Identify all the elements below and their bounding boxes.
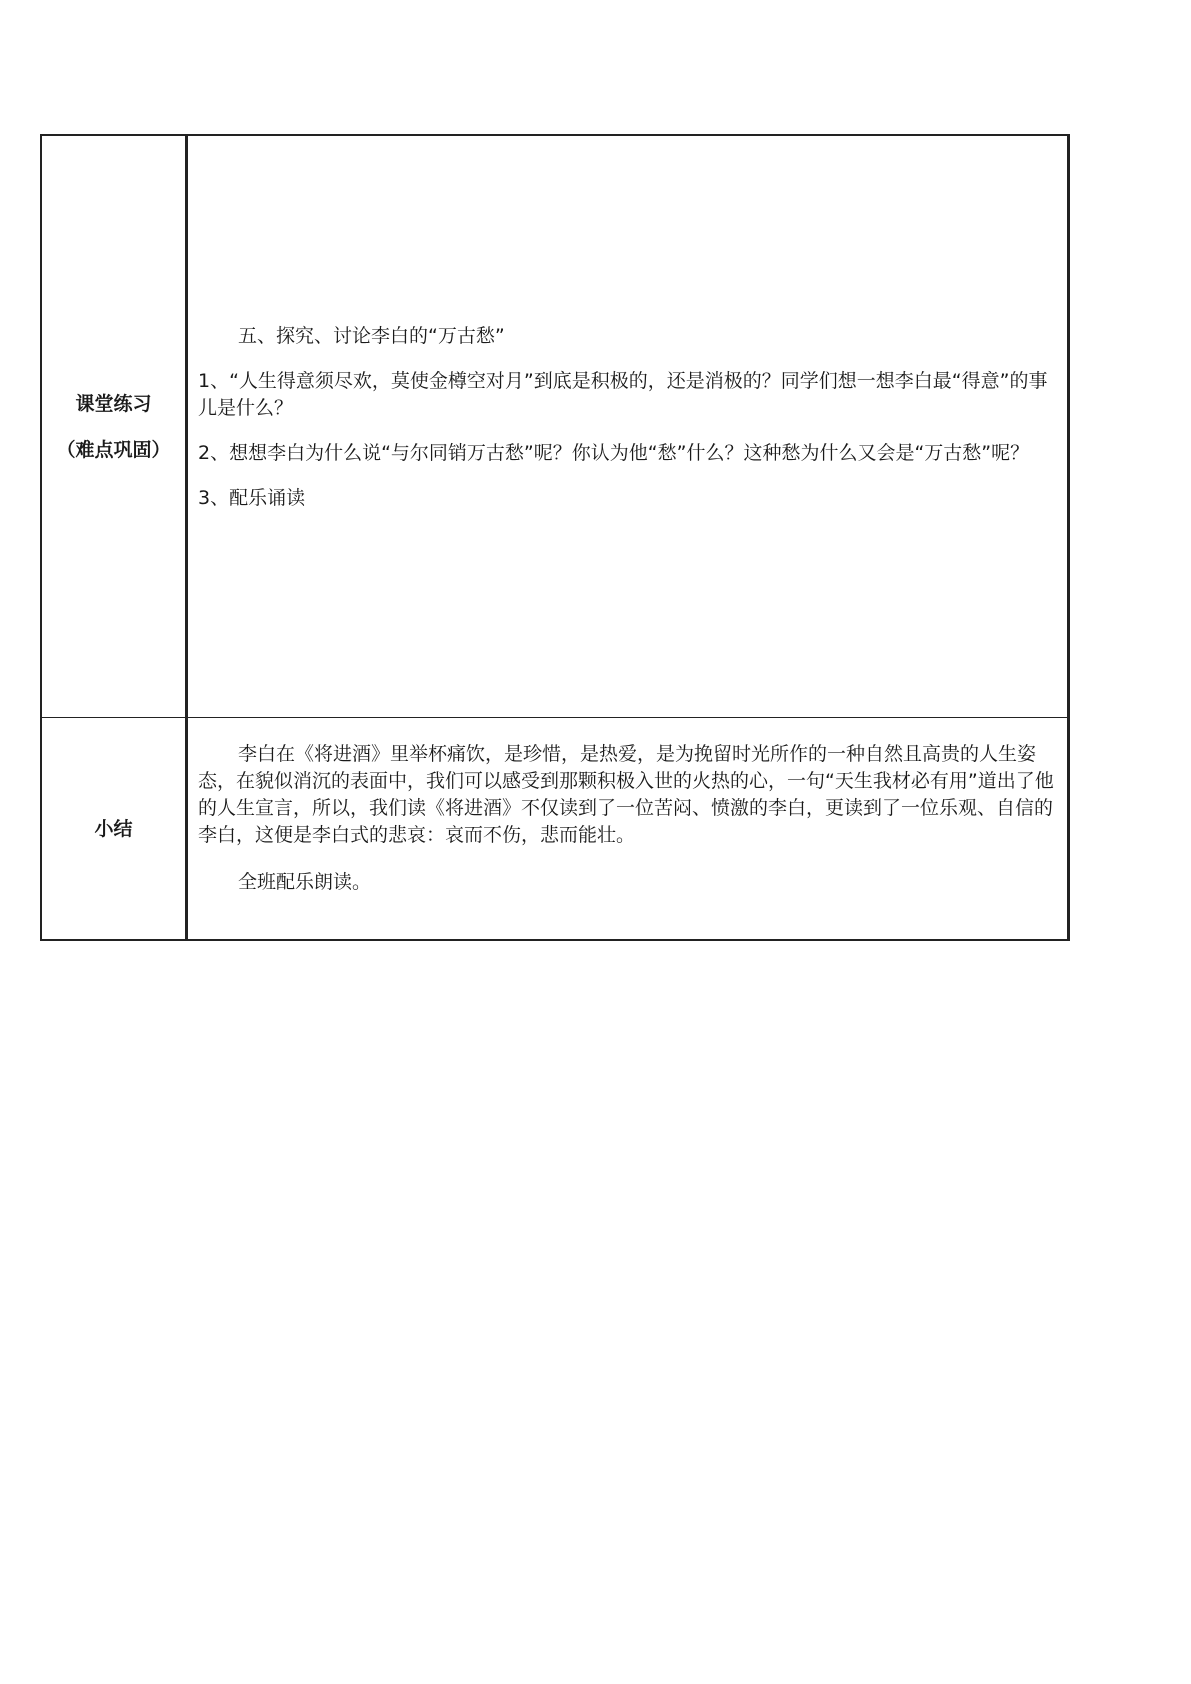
practice-label-line1: 课堂练习 [75, 392, 152, 415]
summary-paragraph-2: 全班配乐朗读。 [238, 871, 372, 893]
practice-item-3: 3、配乐诵读 [198, 487, 306, 509]
practice-content [188, 323, 1067, 512]
practice-row [41, 135, 1069, 718]
practice-item-2: 2、想想李白为什么说“与尔同销万古愁”呢？你认为他“愁”什么？这种愁为什么又会是“万古愁”呢？ [198, 442, 1030, 464]
summary-row [41, 718, 1069, 941]
practice-item-1: 1、“人生得意须尽欢，莫使金樽空对月”到底是积极的，还是消极的？同学们想一想李白最“得意”的事儿是什么？ [198, 370, 1048, 419]
practice-label-cell [41, 135, 187, 718]
summary-paragraph-1: 李白在《将进酒》里举杯痛饮，是珍惜，是热爱，是为挽留时光所作的一种自然且高贵的人生姿态，在貌似消沉的表面中，我们可以感受到那颗积极入世的火热的心，一句“天生我材必有用”道出了他的人生宣言，所以，我们读《将进酒》不仅读到了一位苦闷、愤激的李白，更读到了一位乐观、自信的李白，这便是李白式的悲哀：哀而不伤，悲而能壮。 [198, 743, 1054, 846]
summary-content [188, 741, 1067, 896]
practice-content-cell [187, 135, 1069, 718]
practice-heading: 五、探究、讨论李白的“万古愁” [238, 325, 505, 347]
summary-content-cell [187, 718, 1069, 941]
lesson-plan-table [40, 134, 1070, 941]
summary-label-cell [41, 718, 187, 941]
practice-label-line2: （难点巩固） [56, 438, 171, 461]
summary-label: 小结 [94, 817, 133, 840]
